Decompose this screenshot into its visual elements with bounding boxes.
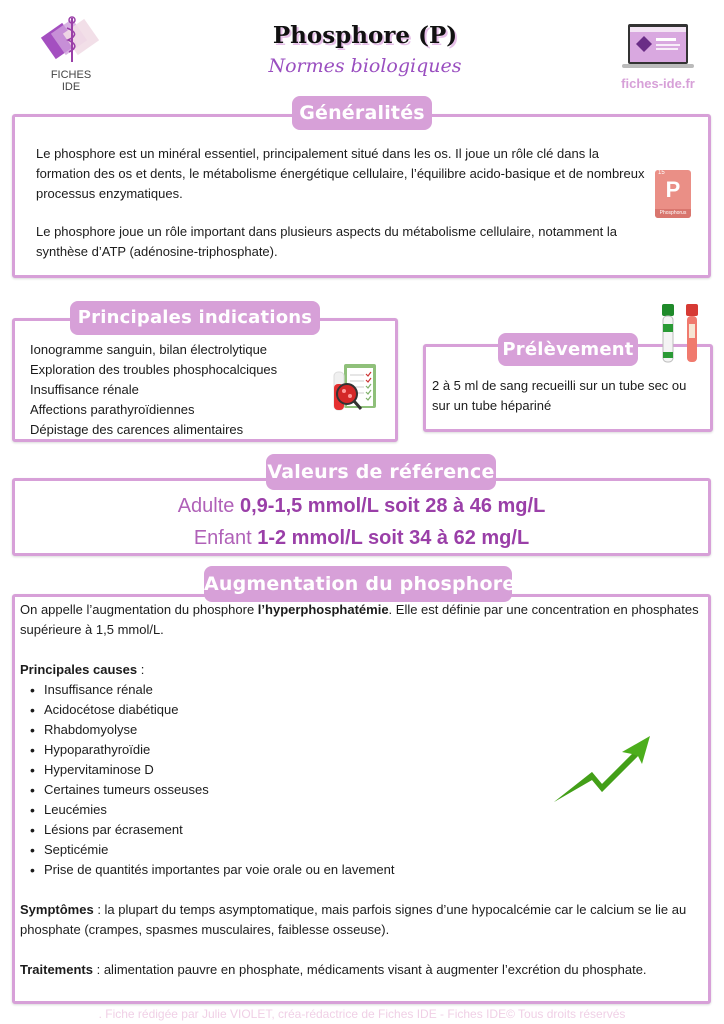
- prelevement-text: 2 à 5 ml de sang recueilli sur un tube sec ou sur un tube hépariné: [432, 378, 687, 413]
- laptop-icon: [622, 22, 694, 70]
- generalites-paragraph-1: Le phosphore est un minéral essentiel, principalement situé dans les os. Il joue un rôle clé dans la formation des os et dents, le métabolisme énergétique cellulaire, l’équilibre acido-basique et de nombreux processus enzymatiques.: [36, 146, 645, 201]
- cause-item: • Lésions par écrasement: [44, 820, 705, 840]
- intro-text-before: On appelle l’augmentation du phosphore: [20, 602, 258, 617]
- indications-list: [30, 340, 320, 440]
- generalites-text: [36, 144, 648, 262]
- page-title: Phosphore (P): [272, 22, 458, 49]
- footer-credit: . Fiche rédigée par Julie VIOLET, créa-rédactrice de Fiches IDE - Fiches IDE© Tous droits réservés: [98, 1007, 626, 1021]
- cause-item: • Hypoparathyroïdie: [44, 740, 705, 760]
- element-symbol: P: [665, 177, 681, 202]
- indication-item: Insuffisance rénale: [30, 382, 139, 397]
- reference-heading: Valeurs de référence: [266, 454, 496, 490]
- intro-text-after: . Elle est définie par une concentration en phosphates supérieure à 1,5 mmol/L.: [20, 602, 699, 637]
- spacer: [20, 640, 705, 660]
- indication-item: Exploration des troubles phosphocalciques: [30, 362, 278, 377]
- phosphorus-element-card: [655, 170, 691, 218]
- reference-child-row: [12, 522, 711, 554]
- generalites-heading: Généralités: [292, 96, 432, 130]
- reference-adult-row: [12, 490, 711, 522]
- adult-value: 0,9-1,5 mmol/L soit 28 à 46 mg/L: [239, 495, 546, 517]
- fiches-ide-logo: [36, 14, 106, 92]
- cause-item: • Leucémies: [44, 800, 705, 820]
- hyperphosphatemie-term: l’hyperphosphatémie: [257, 602, 389, 617]
- page-subtitle: Normes biologiques: [268, 55, 462, 77]
- prelevement-heading: Prélèvement: [498, 333, 638, 366]
- treatments-paragraph: [20, 960, 705, 980]
- reference-values: [12, 490, 711, 554]
- symptoms-paragraph: [20, 900, 705, 940]
- causes-heading: [20, 660, 705, 680]
- logo-text-line1: FICHES: [50, 69, 92, 81]
- element-number: 15: [658, 170, 665, 176]
- cause-item: • Certaines tumeurs osseuses: [44, 780, 705, 800]
- logo-text-line2: IDE: [61, 81, 81, 93]
- cause-item: • Insuffisance rénale: [44, 680, 705, 700]
- treatments-text: : alimentation pauvre en phosphate, médicaments visant à augmenter l’excrétion du phosphate.: [92, 962, 647, 977]
- generalites-paragraph-2: Le phosphore joue un rôle important dans plusieurs aspects du métabolisme cellulaire, notamment la synthèse d’ATP (adénosine-triphosphate).: [36, 224, 617, 259]
- cause-item: • Prise de quantités importantes par voie orale ou en lavement: [44, 860, 705, 880]
- symptoms-label: Symptômes: [20, 902, 94, 917]
- cause-item: • Rhabdomyolyse: [44, 720, 705, 740]
- symptoms-text: : la plupart du temps asymptomatique, mais parfois signes d’une hypocalcémie car le calcium se lie au phosphate (crampes, spasmes musculaires, faiblesse osseuse).: [20, 902, 687, 937]
- website-link[interactable]: fiches-ide.fr: [621, 76, 695, 91]
- blood-tubes-icon: [658, 302, 706, 368]
- cause-item: • Hypervitaminose D: [44, 760, 705, 780]
- augmentation-heading: Augmentation du phosphore: [204, 566, 512, 602]
- cause-item: • Acidocétose diabétique: [44, 700, 705, 720]
- spacer: [20, 880, 705, 900]
- child-value: 1-2 mmol/L soit 34 à 62 mg/L: [257, 527, 530, 549]
- spacer: [20, 940, 705, 960]
- blood-test-checklist-icon: [330, 362, 380, 418]
- indication-item: Ionogramme sanguin, bilan électrolytique: [30, 342, 268, 357]
- treatments-label: Traitements: [20, 962, 93, 977]
- child-label: Enfant: [193, 527, 252, 549]
- website-laptop-image: [622, 22, 694, 70]
- causes-label: Principales causes: [20, 662, 138, 677]
- augmentation-intro: [20, 600, 705, 640]
- causes-suffix: :: [137, 662, 145, 677]
- indication-item: Affections parathyroïdiennes: [30, 402, 195, 417]
- indication-item: Dépistage des carences alimentaires: [30, 422, 244, 437]
- caduceus-logo-icon: [36, 14, 106, 64]
- adult-label: Adulte: [177, 495, 235, 517]
- indications-heading: Principales indications: [70, 301, 320, 335]
- element-name: Phosphorus: [655, 209, 691, 218]
- cause-item: • Septicémie: [44, 840, 705, 860]
- increase-arrow-icon: [552, 734, 654, 806]
